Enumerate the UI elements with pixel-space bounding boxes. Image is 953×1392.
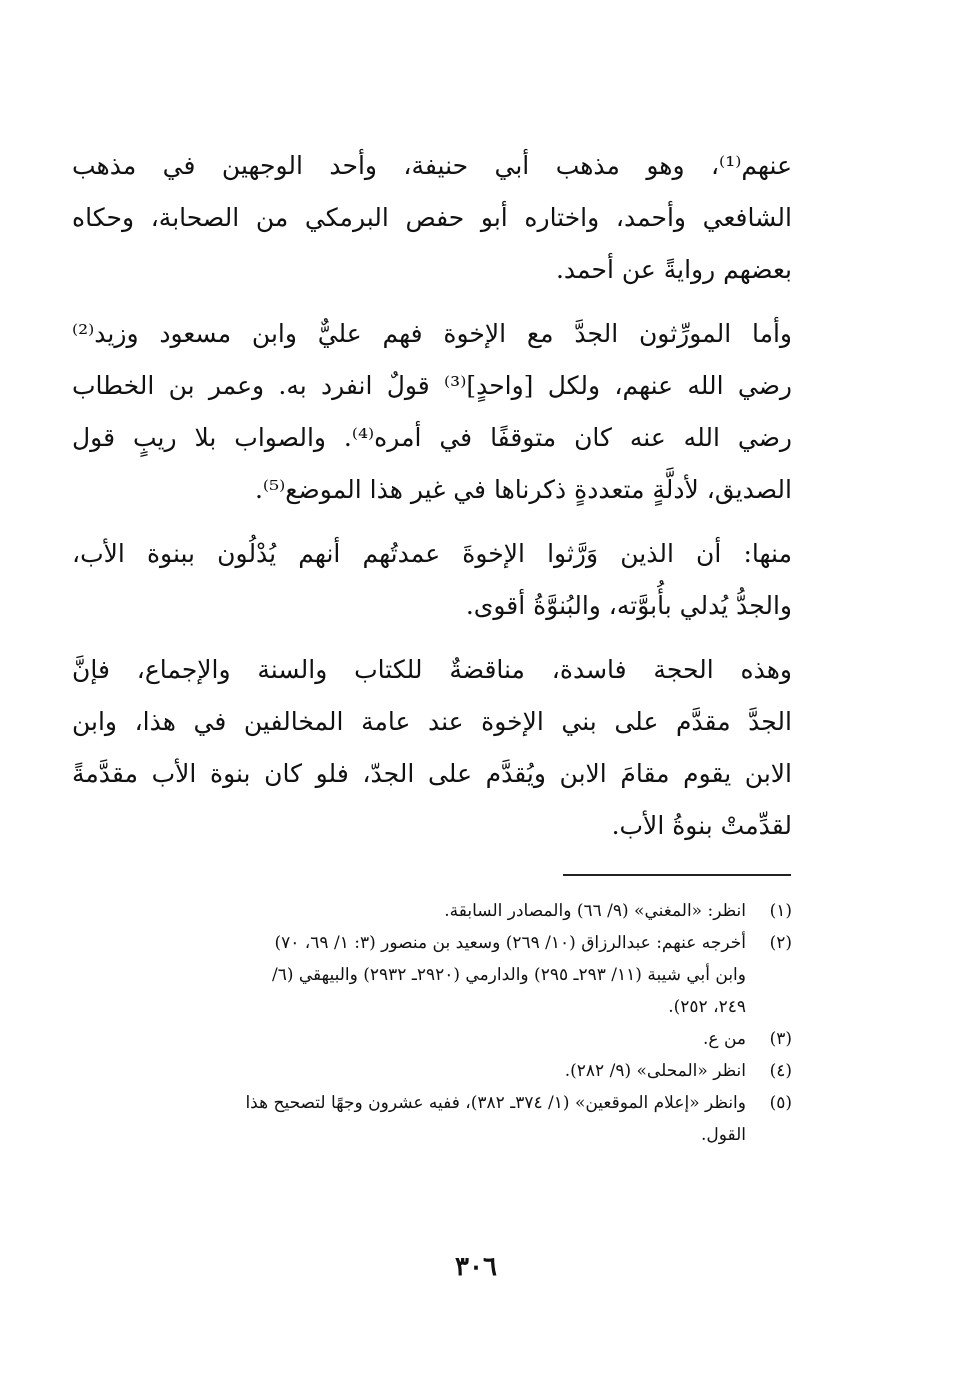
footnote-number: (٥) <box>769 1093 792 1113</box>
footnote-number: (٤) <box>769 1061 792 1081</box>
paragraph-1 <box>72 140 792 296</box>
footnote-line: أخرجه عنهم: عبدالرزاق (١٠/ ٢٦٩) وسعيد بن منصور (٣: ١/ ٦٩، ٧٠) <box>274 933 746 953</box>
footnote-separator <box>563 874 791 876</box>
footnote-3 <box>72 1023 792 1055</box>
footnote-5 <box>72 1087 792 1151</box>
footnote-line: ٢٤٩، ٢٥٢). <box>668 997 746 1017</box>
footnote-line: انظر «المحلى» (٩/ ٢٨٢). <box>564 1061 746 1081</box>
text-line: الصديق، لأدلَّةٍ متعددةٍ ذكرناها في غير هذا الموضع⁽⁵⁾. <box>254 475 792 504</box>
text-line: عنهم⁽¹⁾، وهو مذهب أبي حنيفة، وأحد الوجهين في مذهب <box>72 151 792 180</box>
footnote-number: (٣) <box>769 1029 792 1049</box>
footnote-number: (٢) <box>769 933 792 953</box>
paragraph-3 <box>72 528 792 632</box>
text-line: الجدَّ مقدَّم على بني الإخوة عند عامة المخالفين في هذا، وابن <box>72 707 792 736</box>
footnote-body <box>72 1023 746 1055</box>
text-line: رضي الله عنهم، ولكل [واحدٍ]⁽³⁾ قولٌ انفرد به. وعمر بن الخطاب <box>72 371 792 400</box>
text-line: وهذه الحجة فاسدة، مناقضةٌ للكتاب والسنة والإجماع، فإنَّ <box>72 655 792 684</box>
main-text <box>72 140 792 864</box>
footnotes <box>72 895 792 1151</box>
text-line: بعضهم روايةً عن أحمد. <box>555 255 792 284</box>
footnote-line: وانظر «إعلام الموقعين» (١/ ٣٧٤ـ ٣٨٢)، ففيه عشرون وجهًا لتصحيح هذا <box>245 1093 746 1113</box>
footnote-line: انظر: «المغني» (٩/ ٦٦) والمصادر السابقة. <box>444 901 746 921</box>
page-number: ٣٠٦ <box>455 1252 497 1282</box>
footnote-line: القول. <box>700 1125 746 1145</box>
text-line: رضي الله عنه كان متوقفًا في أمره⁽⁴⁾. والصواب بلا ريبٍ قول <box>72 423 792 452</box>
footnote-body <box>72 895 746 927</box>
footnote-line: من ع. <box>703 1029 746 1049</box>
paragraph-2 <box>72 308 792 516</box>
footnote-2 <box>72 927 792 1023</box>
footnote-4 <box>72 1055 792 1087</box>
footnote-body <box>72 1055 746 1087</box>
text-line: الشافعي وأحمد، واختاره أبو حفص البرمكي من الصحابة، وحكاه <box>72 203 792 232</box>
text-line: منها: أن الذين وَرَّثوا الإخوةَ عمدتُهم أنهم يُدْلُون ببنوة الأب، <box>72 539 792 568</box>
footnote-number: (١) <box>769 901 792 921</box>
text-line: لقدِّمتْ بنوةُ الأب. <box>611 811 792 840</box>
text-line: الابن يقوم مقامَ الابن ويُقدَّم على الجدّ، فلو كان بنوة الأب مقدَّمةً <box>72 759 792 788</box>
footnote-line: وابن أبي شيبة (١١/ ٢٩٣ـ ٢٩٥) والدارمي (٢٩٢٠ـ ٢٩٣٢) والبيهقي (٦/ <box>271 965 746 985</box>
footnote-1 <box>72 895 792 927</box>
paragraph-4 <box>72 644 792 852</box>
text-line: وأما المورِّثون الجدَّ مع الإخوة فهم عليٌّ وابن مسعود وزيد⁽²⁾ <box>72 319 792 348</box>
text-line: والجدُّ يُدلي بأُبوَّته، والبُنوَّةُ أقوى. <box>465 591 792 620</box>
footnote-body <box>72 1087 746 1151</box>
footnote-body <box>72 927 746 1023</box>
